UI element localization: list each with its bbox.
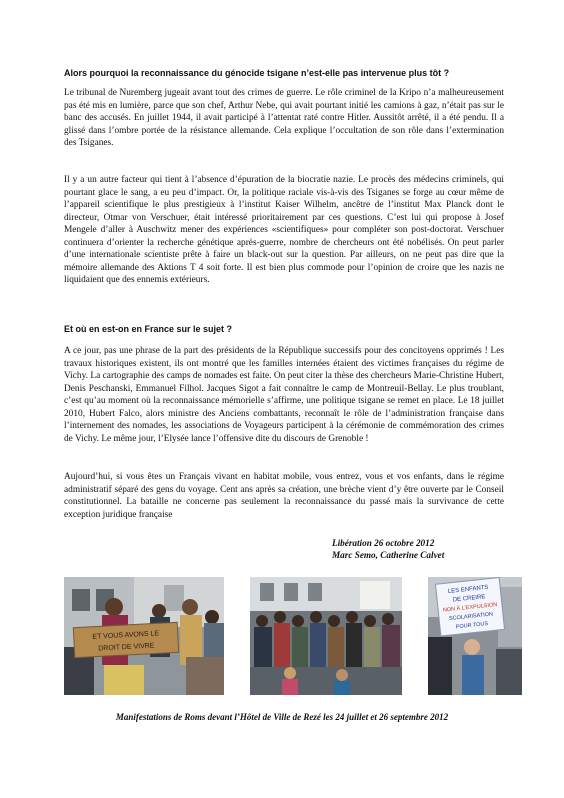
- source-line: Libération 26 octobre 2012: [332, 538, 435, 548]
- photo-caption: Manifestations de Roms devant l’Hôtel de Ville de Rezé les 24 juillet et 26 septembre 2012: [115, 712, 449, 722]
- paragraph-1: Le tribunal de Nuremberg jugeait avant tout des crimes de guerre. Le rôle criminel de la Kripo n’a malheureusement pas été mis en lumière, parce que son chef, Arthur Nebe, qui avait pourtant initié les camions à gaz, n’était pas sur le banc des accusés. En juillet 1944, il avait participé à l’attentat raté contre Hitler. Aussitôt arrêté, il a été pendu. Il a glissé dans l’ombre portée de la résistance allemande. Cela explique l’occultation de son rôle dans l’extermination des Tsiganes.: [64, 88, 504, 148]
- paragraph-3: A ce jour, pas une phrase de la part des présidents de la République successifs pour des concitoyens opprimés ! Les travaux historiques existent, ils ont montré que les familles internées étaient des victimes françaises du régime de Vichy. La cartographie des camps de nomades est faite. On peut citer la thèse des chercheurs Marie-Christine Hubert, Denis Peschanski, Emmanuel Filhol. Jacques Sigot a fait connaître le camp de Montreuil-Bellay. Le plus troublant, c’est qu’au moment où la reconnaissance mémorielle s’affirme, une politique tsigane se remet en place. Le 18 juillet 2010, Hubert Falco, alors ministre des Anciens combattants, reconnaît le rôle de l’administration française dans l’internement des nomades, les associations de Voyageurs participent à la cérémonie de commémoration des crimes de Vichy. Le même jour, l’Elysée lance l’offensive dite du discours de Grenoble !: [64, 346, 504, 444]
- svg-text:DROIT DE VIVRE: DROIT DE VIVRE: [98, 642, 155, 653]
- svg-text:POUR TOUS: POUR TOUS: [455, 621, 489, 631]
- paragraph-4: Aujourd’hui, si vous êtes un Français vivant en habitat mobile, vous entrez, vous et vos enfants, dans le régime administratif séparé des gens du voyage. Cent ans après sa création, une brèche vient d’y être ouverte par le Conseil constitutionnel. La bataille ne concerne pas seulement la reconnaissance du passé mais la survivance de cette exception juridique française: [64, 472, 504, 520]
- question-heading-1: Alors pourquoi la reconnaissance du génocide tsigane n’est-elle pas intervenue plus tôt ?: [64, 68, 450, 78]
- protest-photo-1: [64, 577, 224, 695]
- svg-text:DE CREIRE: DE CREIRE: [452, 594, 486, 604]
- question-heading-2: Et où en est-on en France sur le sujet ?: [64, 324, 233, 334]
- protest-photo-3: [428, 577, 522, 695]
- photo1-sign-text: ET VOUS AVONS LE: [92, 630, 160, 641]
- authors-line: Marc Semo, Catherine Calvet: [332, 550, 445, 560]
- svg-text:NON À L'EXPULSION: NON À L'EXPULSION: [442, 601, 498, 614]
- svg-text:SCOLARISATION: SCOLARISATION: [448, 611, 494, 623]
- paragraph-2: Il y a un autre facteur qui tient à l’absence d’épuration de la biocratie nazie. Le procès des médecins criminels, qui pourtant glace le sang, a eu peu d’impact. Or, la politique raciale vis-à-vis des Tsiganes se forge au cœur même de l’appareil scientifique le plus prestigieux à l’institut Kaiser Wilhelm, ancêtre de l’institut Max Planck dont le directeur, Otmar von Verschuer, était intéressé prioritairement par ces questions. C’est lui qui propose à Josef Mengele d’aller à Auschwitz mener des expériences «scientifiques» pour compléter son post-doctorat. Verschuer continuera d’orienter la recherche génétique après-guerre, nombre de chercheurs ont été nobélisés. On peut parler d’une internationale scientiste prête à faire un black-out sur la question. Par ailleurs, on ne peut pas dire que la mémoire allemande des Aktions T 4 soit forte. Il est bien plus commode pour l’opinion de croire que les nazis ne liquidaient que des ennemis extérieurs.: [64, 175, 504, 285]
- protest-photo-2: [250, 577, 402, 695]
- svg-text:LES ENFANTS: LES ENFANTS: [447, 584, 489, 595]
